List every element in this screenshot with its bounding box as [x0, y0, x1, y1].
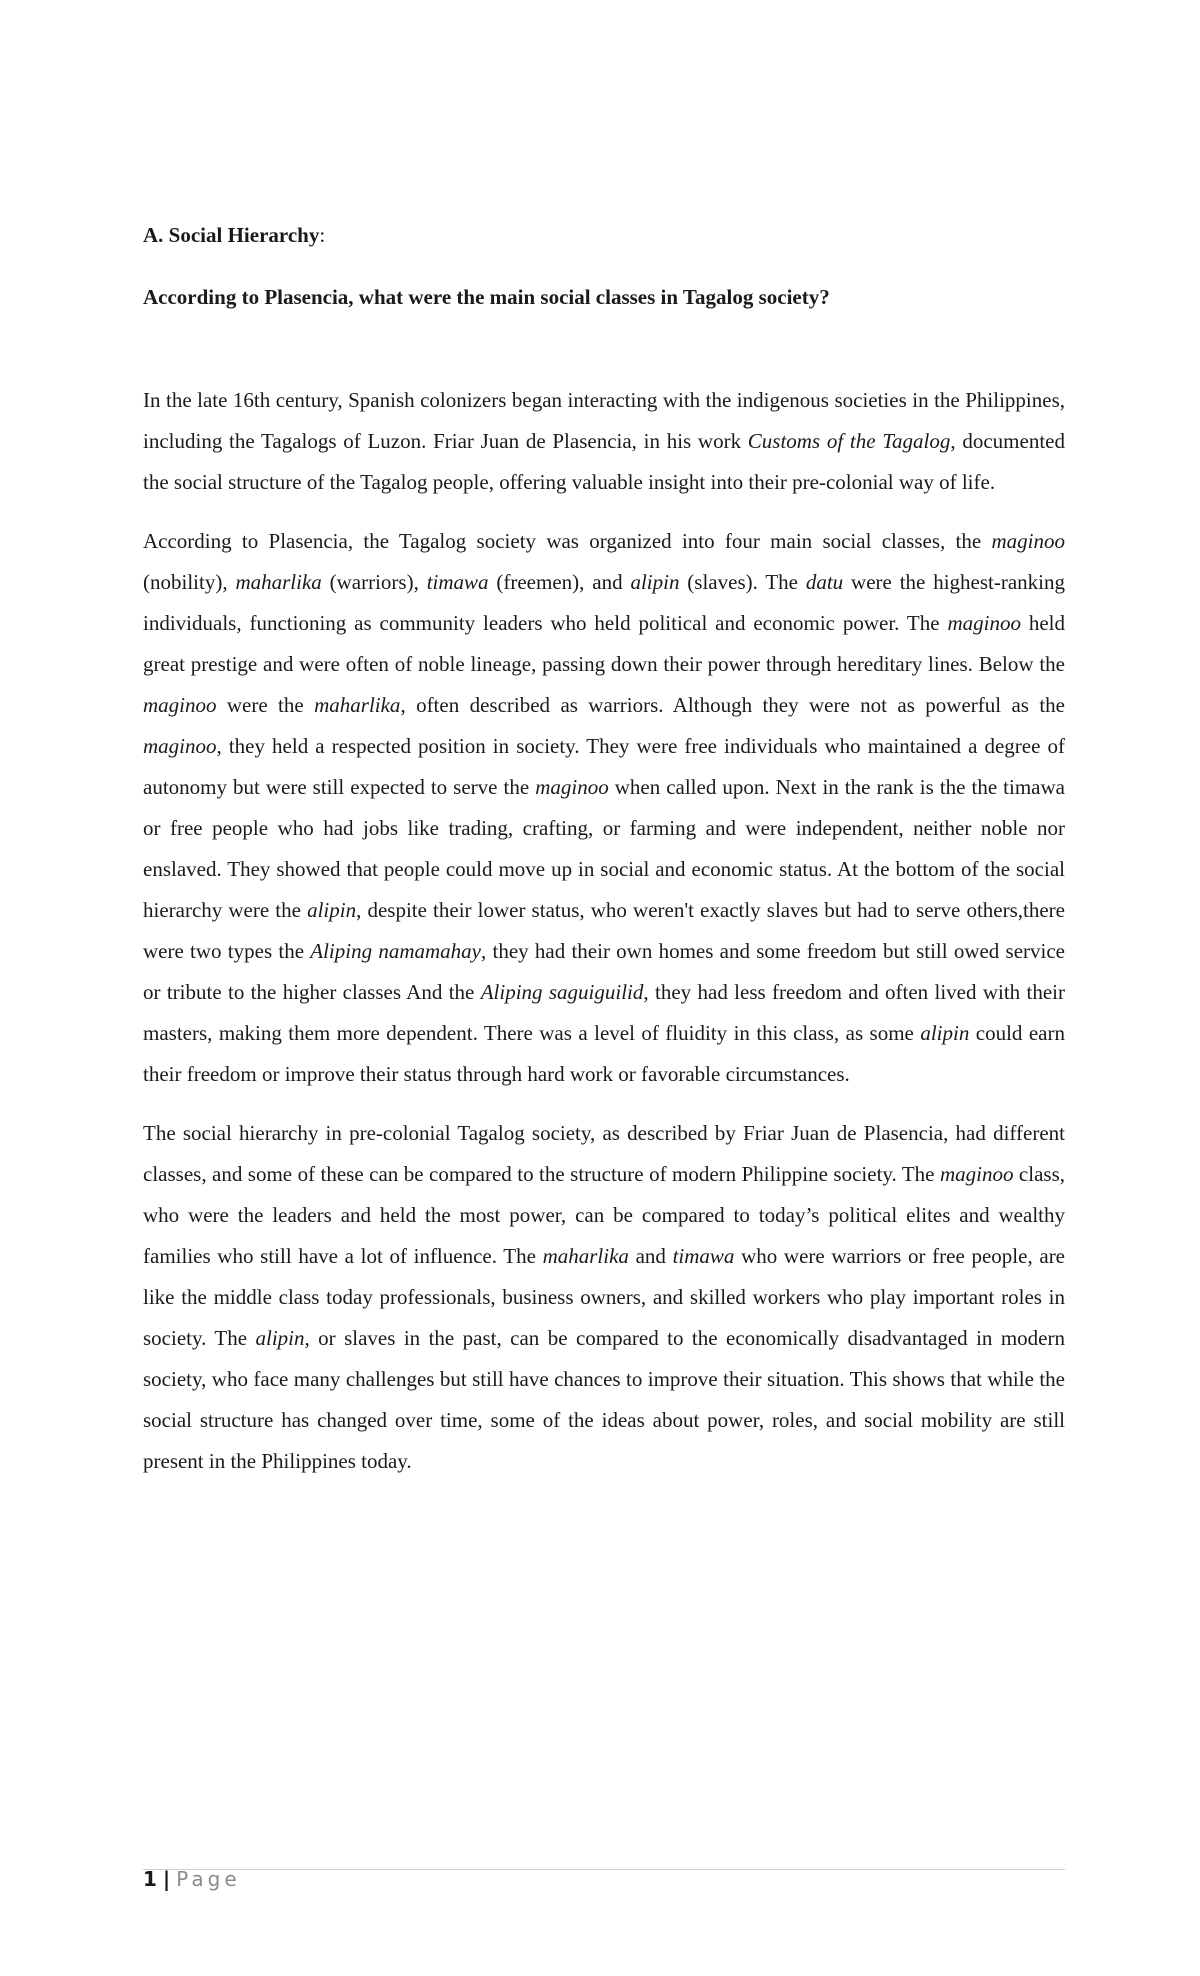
- footer-separator: |: [162, 1867, 171, 1891]
- italic-term: timawa: [672, 1244, 735, 1268]
- italic-term: maginoo: [535, 775, 609, 799]
- text-run: , often described as warriors. Although they were not as powerful as the: [400, 693, 1065, 717]
- text-run: were the highest-ranking individuals, functioning as community leaders who held political and economic power. The: [143, 570, 1066, 635]
- text-run: were the: [216, 693, 315, 717]
- text-run: (warriors),: [321, 570, 427, 594]
- italic-term: maginoo: [143, 734, 217, 758]
- page-number: 1: [143, 1867, 157, 1891]
- text-run: , they had their own homes and some freedom but still owed service or tribute to the higher classes And the: [143, 939, 1066, 1004]
- text-run: According to Plasencia, the Tagalog society was organized into four main social classes, the: [143, 529, 992, 553]
- page-footer: [143, 1865, 241, 1893]
- italic-term: maginoo: [991, 529, 1065, 553]
- italic-term: datu: [805, 570, 844, 594]
- italic-term: alipin: [920, 1021, 970, 1045]
- text-run: who were warriors or free people, are like the middle class today professionals, business owners, and skilled workers who play important roles in society. The: [143, 1244, 1066, 1350]
- italic-term: Aliping saguiguilid: [480, 980, 644, 1004]
- text-run: In the late 16th century, Spanish colonizers began interacting with the indigenous societies in the Philippines, including the Tagalogs of Luzon. Friar Juan de Plasencia, in his work: [143, 388, 1065, 453]
- italic-term: alipin: [630, 570, 680, 594]
- italic-term: Customs of the Tagalog: [747, 429, 951, 453]
- italic-term: maginoo: [947, 611, 1021, 635]
- italic-term: maginoo: [939, 1162, 1014, 1186]
- italic-term: alipin: [255, 1326, 305, 1350]
- italic-term: maginoo: [143, 693, 217, 717]
- paragraph-social-classes: [143, 521, 1065, 1095]
- text-run: (freemen), and: [488, 570, 631, 594]
- section-heading-colon: :: [319, 223, 326, 247]
- text-run: (slaves). The: [679, 570, 806, 594]
- text-run: when called upon. Next in the rank is the the timawa or free people who had jobs like trading, crafting, or farming and were independent, neither noble nor enslaved. They showed that people could move up in social and economic status. At the bottom of the social hierarchy were the: [143, 775, 1065, 922]
- text-run: , documented the social structure of the Tagalog people, offering valuable insight into their pre-colonial way of life.: [143, 429, 1065, 494]
- text-run: could earn their freedom or improve their status through hard work or favorable circumstances.: [143, 1021, 1065, 1086]
- italic-term: Aliping namamahay: [310, 939, 481, 963]
- italic-term: alipin: [307, 898, 357, 922]
- section-question: According to Plasencia, what were the main social classes in Tagalog society?: [143, 285, 830, 309]
- text-run: held great prestige and were often of noble lineage, passing down their power through hereditary lines. Below the: [143, 611, 1066, 676]
- text-run: (nobility),: [143, 570, 236, 594]
- text-run: and: [628, 1244, 673, 1268]
- section-heading: [143, 221, 1065, 249]
- text-run: , despite their lower status, who weren't exactly slaves but had to serve others,there were two types the: [143, 898, 1065, 963]
- section-heading-text: A. Social Hierarchy: [143, 223, 320, 247]
- text-run: class, who were the leaders and held the most power, can be compared to today’s political elites and wealthy families who still have a lot of influence. The: [143, 1162, 1065, 1268]
- paragraph-modern-comparison: [143, 1113, 1065, 1482]
- page-label: Page: [176, 1867, 241, 1891]
- italic-term: timawa: [426, 570, 489, 594]
- footer-divider: [143, 1869, 1065, 1870]
- italic-term: maharlika: [314, 693, 401, 717]
- text-run: , or slaves in the past, can be compared to the economically disadvantaged in modern society, who face many challenges but still have chances to improve their situation. This shows that while the social structure has changed over time, some of the ideas about power, roles, and social mobility are still present in the Philippines today.: [143, 1326, 1065, 1473]
- italic-term: maharlika: [542, 1244, 629, 1268]
- paragraph-intro: [143, 380, 1065, 503]
- text-run: , they held a respected position in society. They were free individuals who maintained a degree of autonomy but were still expected to serve the: [143, 734, 1065, 799]
- page-content: [143, 221, 1065, 1482]
- text-run: The social hierarchy in pre-colonial Tagalog society, as described by Friar Juan de Plasencia, had different classes, and some of these can be compared to the structure of modern Philippine society. The: [143, 1121, 1065, 1186]
- italic-term: maharlika: [235, 570, 322, 594]
- text-run: , they had less freedom and often lived with their masters, making them more dependent. There was a level of fluidity in this class, as some: [143, 980, 1065, 1045]
